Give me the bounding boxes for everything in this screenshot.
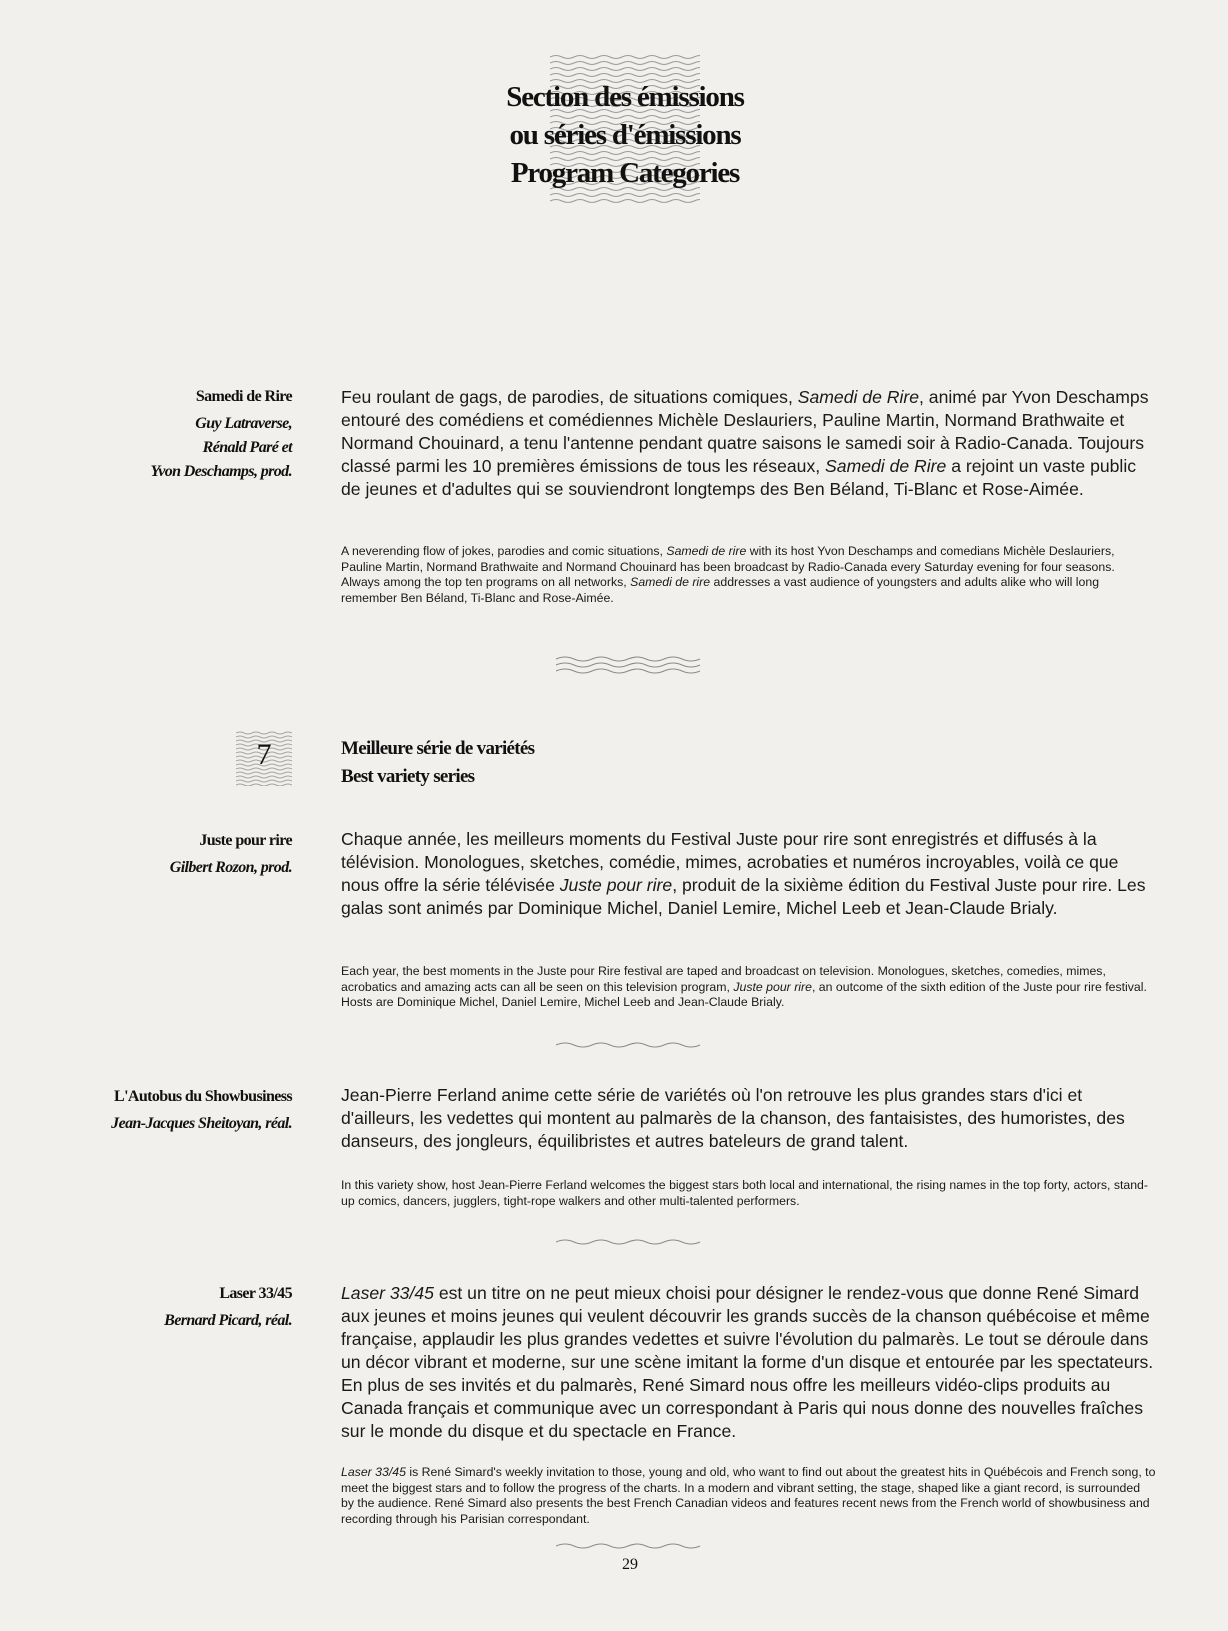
credit-line: Rénald Paré et	[202, 439, 292, 456]
show-title: Juste pour rire	[199, 832, 292, 849]
text-run: , animé par Yvon Deschamps entouré des comédiens et comédiennes Michèle Deslauriers, Pauline Martin, Normand Brathwaite et Normand Chouinard, a tenu l'antenne pendant quatre saisons le samedi soir à Radio-Canada. Toujours classé parmi les 10 premières émissions de tous les réseaux,	[341, 387, 1149, 476]
text-run: a rejoint un vaste public de jeunes et d'adultes qui se souviendront longtemps des Ben Béland, Ti-Blanc et Rose-Aimée.	[341, 456, 1137, 499]
english-description	[341, 964, 1156, 1011]
english-description: In this variety show, host Jean-Pierre Ferland welcomes the biggest stars both local and international, the rising names in the top forty, actors, stand-up comics, dancers, jugglers, tight-rope walkers and other multi-talented performers.	[341, 1178, 1148, 1208]
section-title	[500, 78, 750, 192]
page-number: 29	[622, 1556, 638, 1573]
show-title-italic: Samedi de rire	[666, 544, 747, 558]
text-run: Chaque année, les meilleurs moments du Festival Juste pour rire sont enregistrés et diffusés à la télévision. Monologues, sketches, comédie, mimes, acrobaties et numéros incroyables, voilà ce que nous offre la série télévisée	[341, 829, 1119, 895]
french-description	[341, 1282, 1156, 1443]
text-run: Each year, the best moments in the Juste pour Rire festival are taped and broadcast on television. Monologues, sketches, comedies, mimes, acrobatics and amazing acts can all be seen on this television program,	[341, 964, 1106, 994]
show-title-italic: Samedi de rire	[630, 575, 711, 589]
french-description	[341, 386, 1156, 501]
text-run: addresses a vast audience of youngsters and adults alike who will long remember Ben Béland, Ti-Blanc and Rose-Aimée.	[341, 575, 1100, 605]
text-run: Feu roulant de gags, de parodies, de situations comiques,	[341, 387, 798, 407]
title-line-3: Program Categories	[510, 157, 740, 189]
credit-line: Jean-Jacques Sheitoyan, réal.	[111, 1115, 292, 1132]
entry-credits-samedi-de-rire	[60, 385, 292, 484]
category-title	[341, 735, 534, 791]
category-number-badge	[236, 730, 292, 786]
show-title-italic: Samedi de Rire	[797, 387, 920, 407]
french-description: Jean-Pierre Ferland anime cette série de variétés où l'on retrouve les plus grandes stars d'ici et d'ailleurs, les vedettes qui montent au palmarès de la chanson, des fantaisistes, des humoristes, des danseurs, des jongleurs, équilibristes et autres bateleurs de grand talent.	[341, 1085, 1125, 1151]
wave-divider	[556, 655, 706, 677]
category-number: 7	[256, 738, 272, 771]
wave-divider	[556, 1237, 706, 1247]
show-title-italic: Samedi de Rire	[825, 456, 947, 476]
text-run: , produit de la sixième édition du Festival Juste pour rire. Les galas sont animés par Dominique Michel, Daniel Lemire, Michel Leeb et Jean-Claude Brialy.	[341, 875, 1146, 918]
title-line-1: Section des émissions	[506, 81, 744, 113]
show-title: Laser 33/45	[219, 1285, 292, 1302]
show-title: Samedi de Rire	[195, 388, 292, 405]
show-title-italic: Juste pour rire	[559, 875, 673, 895]
text-run: with its host Yvon Deschamps and comedians Michèle Deslauriers, Pauline Martin, Normand Brathwaite and Normand Chouinard has been broadcast by Radio-Canada every Saturday evening for four seasons. Always among the top ten programs on all networks,	[341, 544, 1115, 589]
text-run: est un titre on ne peut mieux choisi pour désigner le rendez-vous que donne René Simard aux jeunes et moins jeunes qui veulent découvrir les grands succès de la chanson québécoise et même française, applaudir les plus grandes vedettes et suivre l'évolution du palmarès. Le tout se déroule dans un décor vibrant et moderne, sur une scène imitant la forme d'un disque et entourée par les spectateurs. En plus de ses invités et du palmarès, René Simard nous offre les meilleurs vidéo-clips produits au Canada français et communique avec un correspondant à Paris qui nous donne des nouvelles fraîches sur le monde du disque et du spectacle en France.	[341, 1283, 1154, 1441]
show-title-italic: Laser 33/45	[341, 1465, 406, 1479]
entry-credits-laser-33-45	[60, 1282, 292, 1333]
section-header	[500, 50, 750, 210]
wave-divider	[556, 1541, 706, 1551]
english-description	[341, 1465, 1156, 1527]
text-run: is René Simard's weekly invitation to those, young and old, who want to find out about the greatest hits in Québécois and French song, to meet the biggest stars and to follow the progress of the charts. In a modern and vibrant setting, the stage, shaped like a giant record, is surrounded by the audience. René Simard also presents the best French Canadian videos and features recent news from the French world of showbusiness and recording through his Parisian correspondant.	[341, 1465, 1156, 1526]
credit-line: Yvon Deschamps, prod.	[150, 463, 292, 480]
category-title-fr: Meilleure série de variétés	[341, 738, 535, 759]
credit-line: Gilbert Rozon, prod.	[169, 859, 292, 876]
wave-divider	[556, 1040, 706, 1050]
english-description	[341, 544, 1156, 606]
credit-line: Bernard Picard, réal.	[164, 1312, 292, 1329]
category-title-en: Best variety series	[341, 766, 475, 787]
title-line-2: ou séries d'émissions	[509, 119, 741, 151]
show-title-italic: Laser 33/45	[341, 1283, 434, 1303]
text-run: , an outcome of the sixth edition of the Juste pour rire festival. Hosts are Dominique Michel, Daniel Lemire, Michel Leeb and Jean-Claude Brialy.	[341, 979, 1147, 1009]
entry-credits-autobus-du-showbusiness	[60, 1085, 292, 1136]
credit-line: Guy Latraverse,	[195, 415, 292, 432]
entry-credits-juste-pour-rire	[60, 829, 292, 880]
text-run: A neverending flow of jokes, parodies and comic situations,	[341, 544, 667, 558]
show-title: L'Autobus du Showbusiness	[114, 1088, 292, 1105]
french-description	[341, 828, 1156, 920]
show-title-italic: Juste pour rire	[733, 979, 812, 994]
